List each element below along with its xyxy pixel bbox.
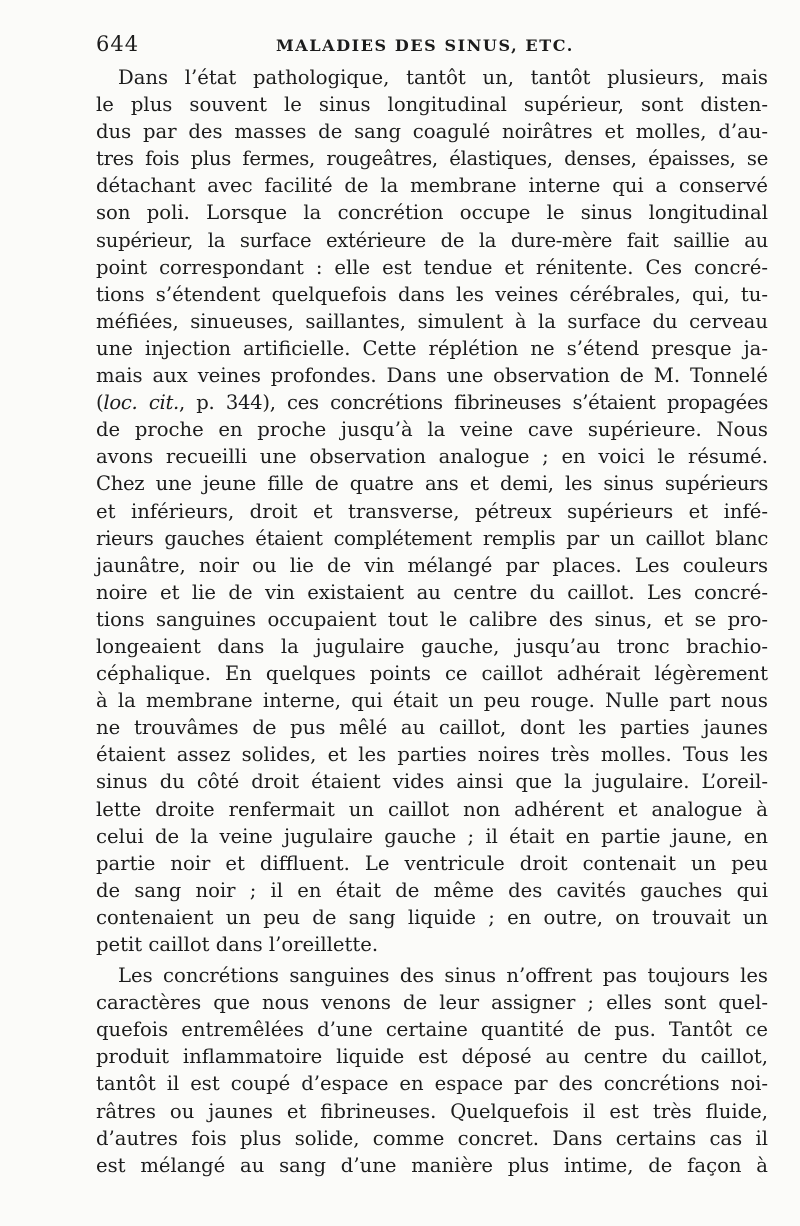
text-line: Chez une jeune fille de quatre ans et demi, les sinus supérieurs [96, 472, 768, 496]
running-title: MALADIES DES SINUS, ETC. [276, 36, 574, 55]
text-line: tres fois plus fermes, rougeâtres, élastiques, denses, épaisses, se [96, 147, 768, 171]
text-line: avons recueilli une observation analogue ; en voici le résumé. [96, 445, 768, 469]
text-line: supérieur, la surface extérieure de la dure-mère fait saillie au [96, 228, 768, 252]
text-line: Dans l’état pathologique, tantôt un, tantôt plusieurs, mais [118, 66, 768, 89]
text-line: ne trouvâmes de pus mêlé au caillot, dont les parties jaunes [96, 716, 768, 740]
page-number: 644 [96, 32, 140, 56]
text-line: le plus souvent le sinus longitudinal supérieur, sont disten- [96, 93, 768, 117]
text-line: longeaient dans la jugulaire gauche, jusqu’au tronc brachio- [96, 634, 768, 658]
text-line: détachant avec facilité de la membrane interne qui a conservé [96, 174, 768, 198]
text-line: et inférieurs, droit et transverse, pétreux supérieurs et infé- [96, 499, 768, 523]
text-line: jaunâtre, noir ou lie de vin mélangé par places. Les couleurs [96, 553, 768, 577]
text-line: partie noir et diffluent. Le ventricule droit contenait un peu [96, 851, 768, 875]
text-line: mais aux veines profondes. Dans une observation de M. Tonnelé [96, 364, 768, 388]
text-line: étaient assez solides, et les parties noires très molles. Tous les [96, 743, 768, 767]
text-line: sinus du côté droit étaient vides ainsi que la jugulaire. L’oreil- [96, 770, 768, 794]
citation-italic: loc. cit. [103, 391, 179, 415]
text-line: (loc. cit., p. 344), ces concrétions fibrineuses s’étaient propagées [96, 391, 768, 415]
text-line: point correspondant : elle est tendue et rénitente. Ces concré- [96, 255, 768, 279]
body-text [96, 64, 768, 1179]
text-line: lette droite renfermait un caillot non adhérent et analogue à [96, 797, 768, 821]
text-line: tions s’étendent quelquefois dans les veines cérébrales, qui, tu- [96, 282, 768, 306]
text-line: produit inflammatoire liquide est déposé au centre du caillot, [96, 1045, 768, 1069]
text-line: de sang noir ; il en était de même des cavités gauches qui [96, 878, 768, 902]
text-line: contenaient un peu de sang liquide ; en outre, on trouvait un [96, 905, 768, 929]
text-line: caractères que nous venons de leur assigner ; elles sont quel- [96, 991, 768, 1015]
text-line: tions sanguines occupaient tout le calibre des sinus, et se pro- [96, 607, 768, 631]
text-line: une injection artificielle. Cette réplétion ne s’étend presque ja- [96, 336, 768, 360]
text-line: à la membrane interne, qui était un peu rouge. Nulle part nous [96, 689, 768, 713]
text-line: celui de la veine jugulaire gauche ; il était en partie jaune, en [96, 824, 768, 848]
text-line: petit caillot dans l’oreillette. [96, 933, 379, 956]
text-line: est mélangé au sang d’une manière plus intime, de façon à [96, 1153, 768, 1177]
text-line: noire et lie de vin existaient au centre du caillot. Les concré- [96, 580, 768, 604]
text-line: méfiées, sinueuses, saillantes, simulent à la surface du cerveau [96, 309, 768, 333]
text-line: d’autres fois plus solide, comme concret. Dans certains cas il [96, 1126, 768, 1150]
text-line: céphalique. En quelques points ce caillot adhérait légèrement [96, 662, 768, 686]
text-line: son poli. Lorsque la concrétion occupe le sinus longitudinal [96, 201, 768, 225]
text-line: rieurs gauches étaient complétement remplis par un caillot blanc [96, 526, 768, 550]
text-line: dus par des masses de sang coagulé noirâtres et molles, d’au- [96, 120, 768, 144]
text-line: tantôt il est coupé d’espace en espace par des concrétions noi- [96, 1072, 768, 1096]
text-line: de proche en proche jusqu’à la veine cave supérieure. Nous [96, 418, 768, 442]
running-head [96, 32, 776, 60]
text-line: quefois entremêlées d’une certaine quantité de pus. Tantôt ce [96, 1018, 768, 1042]
text-line: râtres ou jaunes et fibrineuses. Quelquefois il est très fluide, [96, 1099, 768, 1123]
text-line: Les concrétions sanguines des sinus n’offrent pas toujours les [118, 964, 768, 988]
